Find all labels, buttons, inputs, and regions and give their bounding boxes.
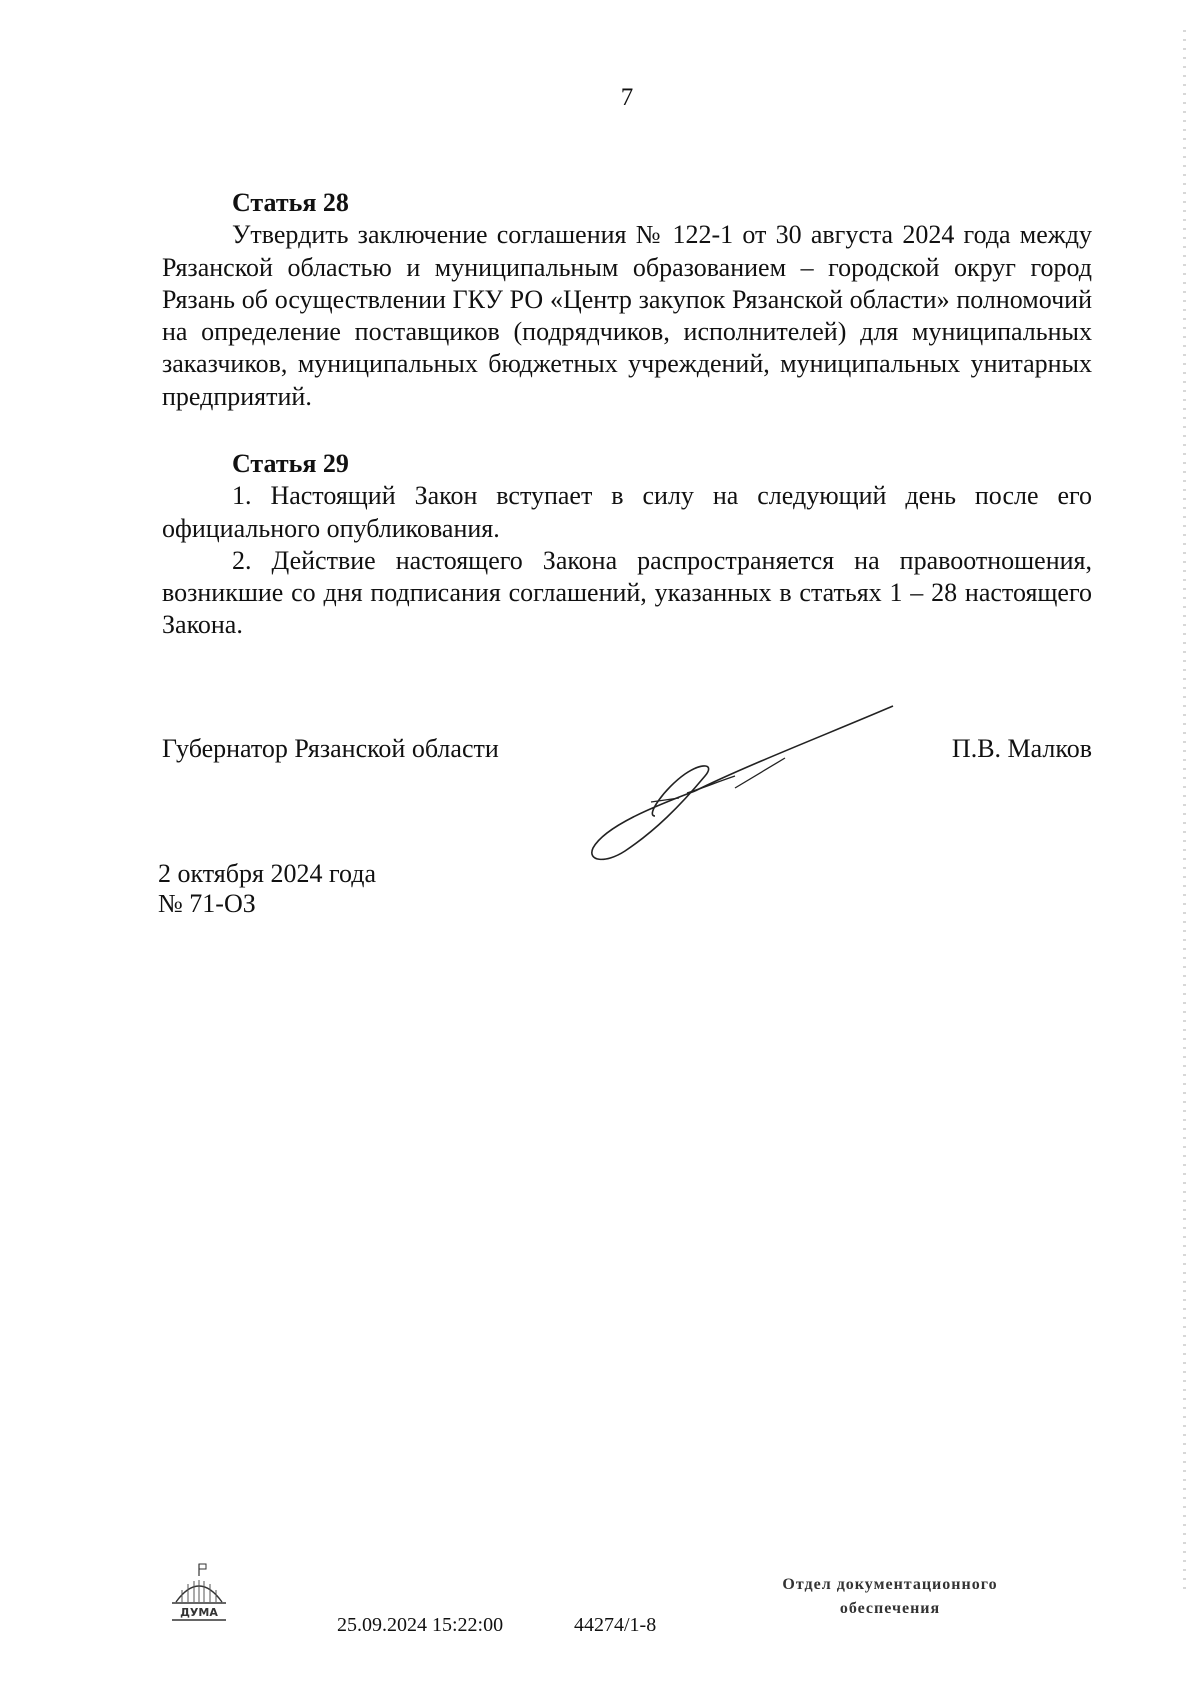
duma-logo-icon [168, 1562, 230, 1626]
law-number: № 71-ОЗ [158, 889, 256, 918]
article-28 [162, 187, 1092, 413]
article-title: Статья 29 [232, 449, 349, 478]
law-date: 2 октября 2024 года [158, 859, 376, 888]
article-paragraph: 2. Действие настоящего Закона распространяется на правоотношения, возникшие со дня подписания соглашений, указанных в статьях 1 – 28 настоящего Закона. [162, 545, 1092, 640]
article-title: Статья 28 [232, 188, 349, 217]
scan-edge-artifact [1183, 30, 1186, 1590]
page-number: 7 [620, 84, 634, 111]
governor-title: Губернатор Рязанской области [162, 734, 499, 763]
department-stamp-line: Отдел документационного [782, 1576, 998, 1593]
registration-datetime: 25.09.2024 15:22:00 [337, 1614, 504, 1636]
article-paragraph: 1. Настоящий Закон вступает в силу на следующий день после его официального опубликования. [162, 481, 1092, 543]
department-stamp [745, 1573, 1035, 1621]
governor-name: П.В. Малков [951, 734, 1092, 763]
article-29 [162, 448, 1092, 642]
department-stamp-line: обеспечения [839, 1600, 941, 1617]
registration-number: 44274/1-8 [574, 1614, 657, 1636]
duma-logo-text: ДУМА [180, 1606, 218, 1619]
article-paragraph: Утвердить заключение соглашения № 122-1 от 30 августа 2024 года между Рязанской областью и муниципальным образованием – городской округ город Рязань об осуществлении ГКУ РО «Центр закупок Рязанской области» полномочий на определение поставщиков (подрядчиков, исполнителей) для муниципальных заказчиков, муниципальных бюджетных учреждений, муниципальных унитарных предприятий. [162, 220, 1092, 411]
handwritten-signature [585, 696, 905, 866]
